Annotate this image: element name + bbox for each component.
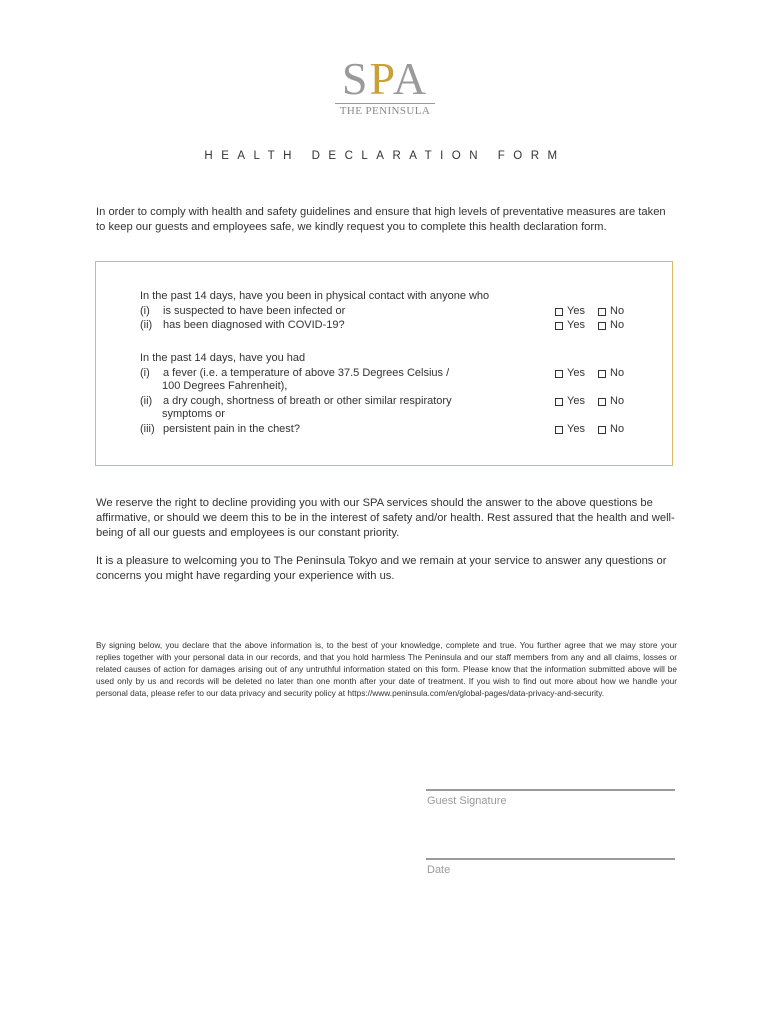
question-1-ii: (ii) has been diagnosed with COVID-19? [140, 319, 345, 331]
checkbox-icon [555, 370, 563, 378]
question-2-iii: (iii) persistent pain in the chest? [140, 423, 300, 435]
legal-disclaimer: By signing below, you declare that the above information is, to the best of your knowledge, complete and true. You further agree that we may store your replies together with your personal data in our records, and that you hold harmless The Peninsula and our staff members from any and all claims, losses or related causes of action for damages arising out of any untruthful information stated on this form. Please know that the information submitted above will be used only by us and records will be deleted no later than one month after your date of treatment. If you wish to find out more about how we handle your personal data, please refer to our data privacy and security policy at https://www.peninsula.com/en/global-pages/data-privacy-and-security. [96, 640, 677, 698]
q2-iii-yes-checkbox[interactable]: Yes [555, 423, 585, 436]
guest-signature-line[interactable] [426, 789, 675, 791]
date-line[interactable] [426, 858, 675, 860]
welcome-paragraph: It is a pleasure to welcoming you to The Peninsula Tokyo and we remain at your service to answer any questions or concerns you might have regarding your experience with us. [96, 555, 667, 582]
spa-logo [0, 53, 770, 117]
page-title: HEALTH DECLARATION FORM [204, 150, 566, 162]
question-2-i: (i) a fever (i.e. a temperature of above 37.5 Degrees Celsius / 100 Degrees Fahrenheit), [140, 367, 450, 392]
q2-i-no-checkbox[interactable]: No [598, 367, 624, 380]
question-2-ii: (ii) a dry cough, shortness of breath or other similar respiratory symptoms or [140, 395, 452, 420]
logo-mark: SPA [341, 53, 429, 104]
q1-i-no-checkbox[interactable]: No [598, 305, 624, 318]
question-group-1-heading: In the past 14 days, have you been in physical contact with anyone who [140, 290, 490, 302]
q2-ii-no-checkbox[interactable]: No [598, 395, 624, 408]
checkbox-icon [598, 322, 606, 330]
checkbox-icon [598, 398, 606, 406]
q1-ii-yes-checkbox[interactable]: Yes [555, 319, 585, 332]
date-label: Date [427, 864, 451, 876]
guest-signature-label: Guest Signature [427, 795, 507, 807]
reserve-paragraph: We reserve the right to decline providing you with our SPA services should the answer to the above questions be affirmative, or should we deem this to be in the interest of safety and/or health. Rest assured that the health and well-being of all our guests and employees is our constant priority. [96, 497, 675, 539]
q2-ii-yes-checkbox[interactable]: Yes [555, 395, 585, 408]
checkbox-icon [555, 322, 563, 330]
question-group-2-heading: In the past 14 days, have you had [140, 352, 306, 364]
logo-subtitle: THE PENINSULA [339, 105, 431, 117]
checkbox-icon [598, 308, 606, 316]
question-1-i: (i) is suspected to have been infected or [140, 305, 346, 317]
checkbox-icon [555, 426, 563, 434]
q2-iii-no-checkbox[interactable]: No [598, 423, 624, 436]
q1-i-yes-checkbox[interactable]: Yes [555, 305, 585, 318]
q2-i-yes-checkbox[interactable]: Yes [555, 367, 585, 380]
checkbox-icon [598, 426, 606, 434]
checkbox-icon [555, 308, 563, 316]
q1-ii-no-checkbox[interactable]: No [598, 319, 624, 332]
intro-paragraph: In order to comply with health and safety guidelines and ensure that high levels of preventative measures are taken to keep our guests and employees safe, we kindly request you to complete this health declaration form. [96, 206, 666, 233]
checkbox-icon [555, 398, 563, 406]
checkbox-icon [598, 370, 606, 378]
